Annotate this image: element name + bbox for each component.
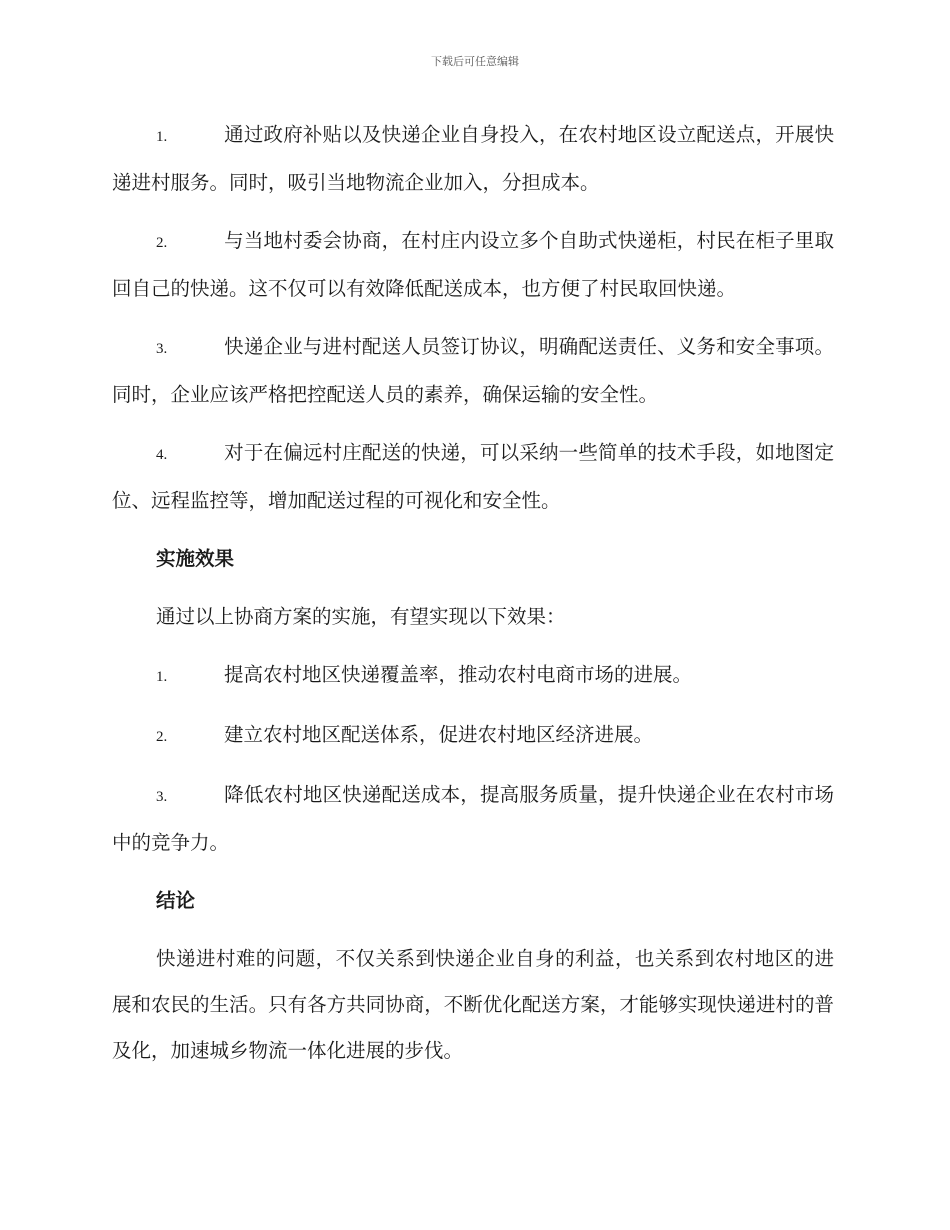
list-item	[112, 772, 834, 866]
section-heading-effects: 实施效果	[156, 547, 235, 570]
list-number: 3.	[156, 789, 168, 805]
list-number: 3.	[156, 341, 168, 357]
list-text: 与当地村委会协商，在村庄内设立多个自助式快递柜，村民在柜子里取回自己的快递。这不仅可以有效降低配送成本，也方便了村民取回快递。	[112, 229, 834, 300]
list-number: 1.	[156, 669, 168, 685]
list-number: 4.	[156, 447, 168, 463]
list-text: 降低农村地区快递配送成本，提高服务质量，提升快递企业在农村市场中的竞争力。	[112, 783, 834, 854]
list-item	[112, 712, 834, 760]
list-text: 建立农村地区配送体系，促进农村地区经济进展。	[224, 723, 654, 746]
section-heading-conclusion: 结论	[156, 889, 196, 912]
list-number: 2.	[156, 235, 168, 251]
list-item	[112, 430, 834, 524]
document-body	[112, 112, 834, 1086]
list-number: 1.	[156, 129, 168, 145]
list-item	[112, 324, 834, 418]
list-number: 2.	[156, 729, 168, 745]
conclusion-paragraph: 快递进村难的问题，不仅关系到快递企业自身的利益，也关系到农村地区的进展和农民的生活。只有各方共同协商，不断优化配送方案，才能够实现快递进村的普及化，加速城乡物流一体化进展的步伐。	[112, 947, 834, 1062]
list-item	[112, 652, 834, 700]
list-item	[112, 112, 834, 206]
page-header: 下载后可任意编辑	[431, 55, 519, 68]
list-text: 通过政府补贴以及快递企业自身投入，在农村地区设立配送点，开展快递进村服务。同时，吸引当地物流企业加入，分担成本。	[112, 123, 834, 194]
effects-intro: 通过以上协商方案的实施，有望实现以下效果：	[156, 605, 566, 628]
list-item	[112, 218, 834, 312]
list-text: 快递企业与进村配送人员签订协议，明确配送责任、义务和安全事项。同时，企业应该严格把控配送人员的素养，确保运输的安全性。	[112, 335, 834, 406]
list-text: 提高农村地区快递覆盖率，推动农村电商市场的进展。	[224, 663, 693, 686]
list-text: 对于在偏远村庄配送的快递，可以采纳一些简单的技术手段，如地图定位、远程监控等，增加配送过程的可视化和安全性。	[112, 441, 834, 512]
